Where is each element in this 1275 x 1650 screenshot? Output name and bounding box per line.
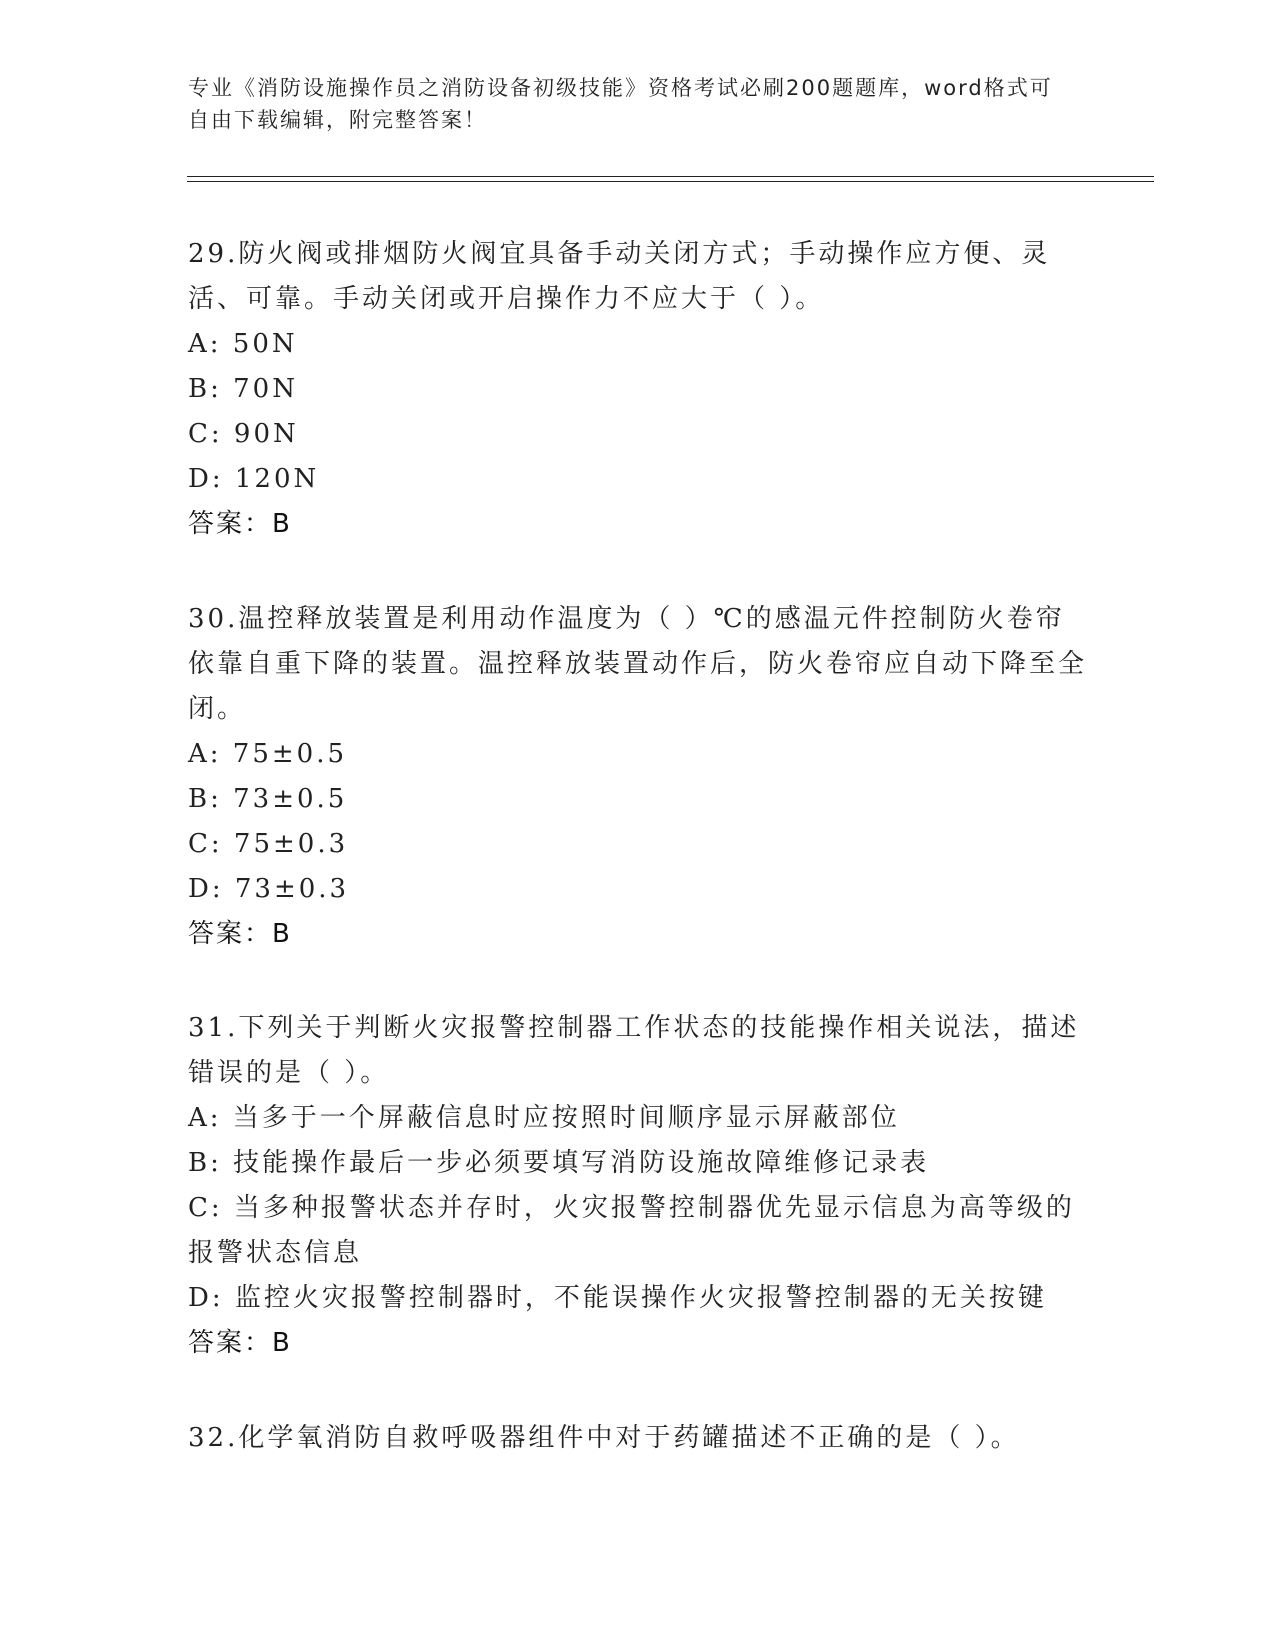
option-d: D: 监控火灾报警控制器时，不能误操作火灾报警控制器的无关按键 [188, 1283, 1047, 1313]
question-stem: 32.化学氧消防自救呼吸器组件中对于药罐描述不正确的是（ ）。 [188, 1423, 1020, 1453]
question-stem: 29.防火阀或排烟防火阀宜具备手动关闭方式；手动操作应方便、灵活、可靠。手动关闭或开启操作力不应大于（ ）。 [188, 239, 1051, 314]
question-29 [188, 232, 1088, 547]
option-c: C: 当多种报警状态并存时，火灾报警控制器优先显示信息为高等级的报警状态信息 [188, 1193, 1075, 1268]
option-b: B: 73±0.5 [188, 784, 348, 814]
option-a: A: 当多于一个屏蔽信息时应按照时间顺序显示屏蔽部位 [188, 1103, 900, 1133]
question-stem: 31.下列关于判断火灾报警控制器工作状态的技能操作相关说法，描述错误的是（ ）。 [188, 1013, 1080, 1088]
option-c: C: 90N [188, 419, 299, 449]
answer: 答案：B [188, 1328, 292, 1358]
header-divider-bottom [187, 181, 1154, 182]
header-divider-top [187, 176, 1154, 177]
option-c: C: 75±0.3 [188, 829, 349, 859]
question-32 [188, 1416, 1088, 1461]
document-header: 专业《消防设施操作员之消防设备初级技能》资格考试必刷200题题库，word格式可自由下载编辑，附完整答案！ [188, 76, 1053, 132]
question-31 [188, 1006, 1088, 1366]
option-b: B: 技能操作最后一步必须要填写消防设施故障维修记录表 [188, 1148, 930, 1178]
option-a: A: 75±0.5 [188, 739, 348, 769]
option-b: B: 70N [188, 374, 298, 404]
option-d: D: 120N [188, 464, 320, 494]
answer: 答案：B [188, 509, 292, 539]
answer: 答案：B [188, 919, 292, 949]
question-30 [188, 597, 1088, 957]
option-a: A: 50N [188, 329, 298, 359]
question-stem: 30.温控释放装置是利用动作温度为（ ）℃的感温元件控制防火卷帘依靠自重下降的装置。温控释放装置动作后，防火卷帘应自动下降至全闭。 [188, 604, 1088, 724]
option-d: D: 73±0.3 [188, 874, 350, 904]
